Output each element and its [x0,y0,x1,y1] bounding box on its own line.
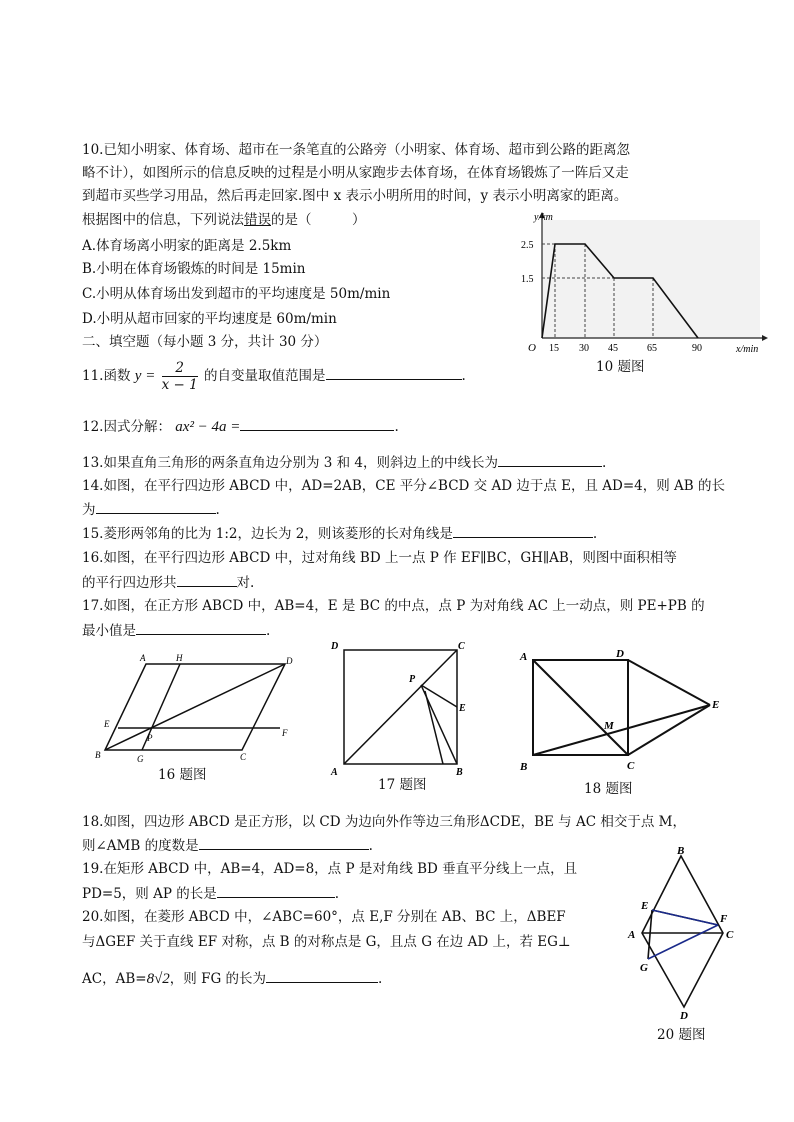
label-B: B [95,750,101,760]
y-axis-label: y/km [534,212,553,223]
q18-line2: 则∠AMB 的度数是 . [82,835,373,856]
side-CE [628,705,710,755]
q18-answer-blank[interactable] [199,835,369,850]
xtick-15: 15 [549,343,559,354]
figure-18 [510,645,730,775]
q19-line2-text: PD=5，则 AP 的长是 [82,886,217,902]
q20-line1: 20.如图，在菱形 ABCD 中，∠ABC=60°，点 E,F 分别在 AB、BC 上，ΔBEF [82,909,566,925]
q17-line1: 17.如图，在正方形 ABCD 中，AB=4，E 是 BC 的中点，点 P 为对角线 AC 上一动点，则 PE+PB 的 [82,598,705,614]
xtick-30: 30 [579,343,589,354]
ytick-2.5: 2.5 [521,240,534,251]
q10-option-a: A.体育场离小明家的距离是 2.5km [82,238,292,254]
q10-option-d: D.小明从超市回家的平均速度是 60m/min [82,311,337,327]
q18-line2-text: 则∠AMB 的度数是 [82,838,199,854]
label-C: C [458,641,465,652]
q10-graph [510,210,770,355]
q14-line2: 为 . [82,499,220,520]
label-B: B [677,845,685,857]
q10-line4 [82,210,366,230]
q20-line3-a: AC，AB= [82,971,147,987]
segment-EF-blue [652,910,718,925]
figure-caption-10: 10 题图 [596,359,645,375]
side-DE [628,660,710,705]
q16-line2 [82,572,254,593]
q11-suffix: 的自变量取值范围是 [204,368,326,384]
q14-line1: 14.如图，在平行四边形 ABCD 中，AD=2AB，CE 平分∠BCD 交 AD 边于点 E，且 AD=4，则 AB 的长 [82,478,725,494]
q11-answer-blank[interactable] [326,365,462,380]
q15: 15.菱形两邻角的比为 1:2，边长为 2，则该菱形的长对角线是 . [82,523,597,544]
label-G: G [137,754,144,764]
figure-caption-20: 20 题图 [657,1027,706,1043]
label-E: E [104,719,110,729]
q11-prefix: 11.函数 [82,368,131,384]
label-F: F [720,913,728,925]
q13: 13.如果直角三角形的两条直角边分别为 3 和 4，则斜边上的中线长为 . [82,452,606,473]
q20-line3-c: ，则 FG 的长为 [169,971,267,987]
q10-line3: 到超市买些学习用品，然后再走回家.图中 x 表示小明所用的时间，y 表示小明离家的距离。 [82,188,628,204]
q11-denominator: x − 1 [161,377,198,393]
diagonal-BD [105,664,285,750]
q10-line4-underlined: 错误 [244,212,271,228]
q16-line1: 16.如图，在平行四边形 ABCD 中，过对角线 BD 上一点 P 作 EF∥BC，GH∥AB，则图中面积相等 [82,550,677,566]
x-axis-label: x/min [736,344,759,355]
label-A: A [520,651,528,663]
figure-caption-16: 16 题图 [158,767,207,783]
q13-text: 13.如果直角三角形的两条直角边分别为 3 和 4，则斜边上的中线长为 [82,455,499,471]
label-H: H [176,653,183,663]
q12-answer-blank[interactable] [240,416,394,431]
q20-ab-value: 8√2 [146,971,170,987]
q12-expression: ax² − 4a = [175,419,241,435]
q13-answer-blank[interactable] [498,452,602,467]
q18-line1: 18.如图，四边形 ABCD 是正方形，以 CD 为边向外作等边三角形ΔCDE，BE 与 AC 相交于点 M， [82,814,686,830]
segment-GF-blue [648,925,718,959]
q11-numerator: 2 [162,360,198,377]
label-C: C [726,929,734,941]
label-E: E [459,703,466,714]
figure-caption-18: 18 题图 [584,781,633,797]
q17-line2: 最小值是 . [82,620,270,641]
q11-fraction [162,360,198,393]
label-F: F [282,728,288,738]
q10-line1: 10.已知小明家、体育场、超市在一条笔直的公路旁（小明家、体育场、超市到公路的距离忽 [82,142,630,158]
figure-16 [90,650,305,765]
diagonal-AC [344,650,457,764]
label-D: D [616,648,624,660]
label-G: G [640,962,648,974]
label-A: A [628,929,636,941]
graph-background [542,220,760,338]
q10-line2: 略不计），如图所示的信息反映的过程是小明从家跑步去体育场，在体育场锻炼了一阵后又走 [82,165,629,181]
q12: 12.因式分解： ax² − 4a = . [82,416,399,437]
label-E: E [712,699,720,711]
label-D: D [680,1010,688,1022]
label-B: B [456,767,463,778]
q20-answer-blank[interactable] [266,968,378,983]
origin-label: O [528,342,536,354]
q16-line2-b: 对. [236,575,255,591]
q11: 11.函数 y = $\frac{2}{x - 1}$ 的自变量取值范围是 . [82,360,466,393]
q16-line2-a: 的平行四边形共 [82,575,177,591]
label-A: A [140,653,146,663]
section-heading-fill-in: 二、填空题（每小题 3 分，共计 30 分） [82,334,328,350]
label-A: A [331,767,338,778]
q12-prefix: 12.因式分解： [82,419,171,435]
label-D: D [331,641,339,652]
xtick-65: 65 [647,343,657,354]
label-M: M [604,720,614,732]
q16-answer-blank[interactable] [177,572,237,587]
q15-answer-blank[interactable] [453,523,593,538]
q19-line2: PD=5，则 AP 的长是 . [82,883,339,904]
q20-line3: AC，AB=8√2，则 FG 的长为 . [82,968,382,989]
xtick-45: 45 [608,343,618,354]
label-P: P [409,674,416,685]
x-axis-arrow [762,335,768,341]
q14-line2-text: 为 [82,502,96,518]
label-D: D [286,656,293,666]
q20-line2: 与ΔGEF 关于直线 EF 对称，点 B 的对称点是 G，且点 G 在边 AD 上，若 EG⊥ [82,934,571,950]
q19-answer-blank[interactable] [217,883,335,898]
q14-answer-blank[interactable] [96,499,216,514]
q10-line4-a: 根据图中的信息，下列说法 [82,212,244,228]
label-C: C [627,760,635,772]
q17-answer-blank[interactable] [136,620,266,635]
rhombus-ABCD [642,856,723,1007]
q10-option-c: C.小明从体育场出发到超市的平均速度是 50m/min [82,286,391,302]
label-C: C [240,752,247,762]
label-B: B [520,761,528,773]
ytick-1.5: 1.5 [521,274,534,285]
xtick-90: 90 [692,343,702,354]
q10-option-b: B.小明在体育场锻炼的时间是 15min [82,261,306,277]
figure-20 [620,842,750,1022]
figure-caption-17: 17 题图 [378,777,427,793]
q10-line4-c: 的是（ ） [271,212,366,228]
q11-y: y = [134,368,156,384]
label-P: P [147,733,153,743]
q19-line1: 19.在矩形 ABCD 中，AB=4，AD=8，点 P 是对角线 BD 垂直平分线上一点，且 [82,861,578,877]
q17-line2-text: 最小值是 [82,623,136,639]
label-E: E [641,900,649,912]
q15-text: 15.菱形两邻角的比为 1:2，边长为 2，则该菱形的长对角线是 [82,526,453,542]
figure-17 [325,635,475,780]
